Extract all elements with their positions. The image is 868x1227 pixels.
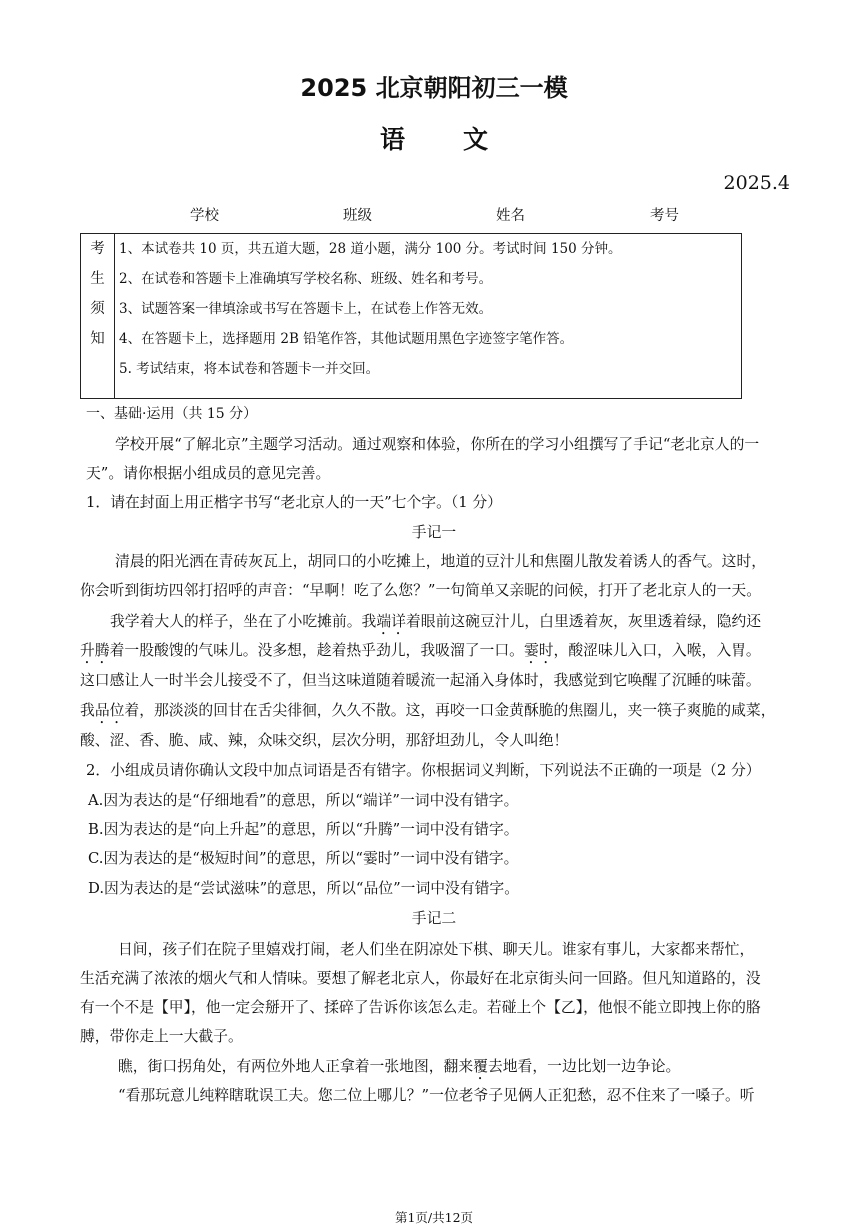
page-title: 2025 北京朝阳初三一模	[300, 74, 568, 102]
paragraph-line	[118, 1055, 680, 1083]
paragraph-line: 酸、涩、香、脆、咸、辣，众味交织，层次分明，那舒坦劲儿，令人叫绝！	[80, 732, 569, 749]
dotted-word-duanxiang: 端详	[376, 613, 406, 630]
option-b: B.因为表达的是“向上升起”的意思，所以“升腾”一词中没有错字。	[88, 821, 519, 838]
text-segment: 着，那淡淡的回甘在舌尖徘徊，久久不散。这，再咬一口金黄酥脆的焦圈儿，夹一筷子爽脆的咸菜，	[124, 702, 776, 719]
dotted-word-shashi: 霎时	[523, 642, 554, 659]
notice-label-char: 生	[90, 271, 105, 287]
paragraph-line	[80, 699, 776, 727]
paragraph-line	[110, 610, 761, 638]
notice-item: 3、试题答案一律填涂或书写在答题卡上，在试卷上作答无效。	[119, 301, 493, 317]
subject-title: 语文	[379, 125, 546, 154]
paragraph-line: 学校开展“了解北京”主题学习活动。通过观察和体验，你所在的学习小组撰写了手记“老北京人的一	[115, 436, 760, 453]
paragraph-line: 天”。请你根据小组成员的意见完善。	[86, 465, 331, 482]
text-segment: 我学着大人的样子，坐在了小吃摊前。我	[110, 613, 377, 630]
text-segment: 着眼前这碗豆汁儿，白里透着灰，灰里透着绿，隐约还	[405, 613, 762, 630]
paragraph-line: 清晨的阳光洒在青砖灰瓦上，胡同口的小吃摊上，地道的豆汁儿和焦圈儿散发着诱人的香气。这时，	[115, 553, 767, 570]
notice-label-char: 须	[90, 301, 105, 317]
paragraph-line: 日间，孩子们在院子里嬉戏打闹，老人们坐在阴凉处下棋、聊天儿。谁家有事儿，大家都来帮忙，	[118, 941, 755, 958]
option-a: A.因为表达的是“仔细地看”的意思，所以“端详”一词中没有错字。	[88, 792, 519, 809]
notice-item: 4、在答题卡上，选择题用 2B 铅笔作答，其他试题用黑色字迹签字笔作答。	[119, 331, 574, 347]
paragraph-line: 这口感让人一时半会儿接受不了，但当这味道随着暖流一起涌入身体时，我感觉到它唤醒了沉睡的味蕾。	[80, 672, 761, 689]
option-c: C.因为表达的是“极短时间”的意思，所以“霎时”一词中没有错字。	[88, 850, 519, 867]
paragraph-line: “看那玩意儿纯粹瞎耽误工夫。您二位上哪儿？”一位老爷子见俩人正犯愁，忍不住来了一嗓子。听	[118, 1087, 755, 1104]
dotted-word-fu: 覆	[473, 1058, 488, 1075]
note-1-title: 手记一	[411, 524, 457, 541]
field-school-label: 学校	[190, 208, 219, 224]
paragraph-line: 你会听到街坊四邻打招呼的声音：“早啊！吃了么您？”一句简单又亲昵的问候，打开了老北京人的一天。	[80, 582, 761, 599]
field-class-label: 班级	[343, 208, 372, 224]
question-2: 2．小组成员请你确认文段中加点词语是否有错字。你根据词义判断，下列说法不正确的一项是（2 分）	[86, 762, 761, 779]
text-segment: 我	[80, 702, 95, 719]
notice-item: 2、在试卷和答题卡上准确填写学校名称、班级、姓名和考号。	[119, 271, 493, 287]
text-segment: ，酸涩味儿入口，入喉，入胃。	[553, 642, 761, 659]
text-segment: 瞧，街口拐角处，有两位外地人正拿着一张地图，翻来	[118, 1058, 474, 1075]
notice-item: 1、本试卷共 10 页，共五道大题，28 道小题，满分 100 分。考试时间 150 分钟。	[119, 241, 622, 257]
text-segment: 去地看，一边比划一边争论。	[487, 1058, 681, 1075]
note-2-title: 手记二	[411, 910, 457, 927]
page-footer: 第1页/共12页	[394, 1210, 474, 1225]
paragraph-line	[80, 639, 761, 667]
paragraph-line: 有一个不是【甲】，他一定会掰开了、揉碎了告诉你该怎么走。若碰上个【乙】，他恨不能立即拽上你的胳	[80, 999, 761, 1016]
exam-date: 2025.4	[723, 172, 790, 194]
section-heading: 一、基础·运用（共 15 分）	[86, 406, 258, 422]
notice-label-char: 考	[90, 241, 105, 257]
text-segment: 着一股酸馊的气味儿。没多想，趁着热乎劲儿，我吸溜了一口。	[109, 642, 524, 659]
notice-label-column	[81, 234, 115, 398]
field-name-label: 姓名	[496, 208, 525, 224]
notice-item: 5. 考试结束，将本试卷和答题卡一并交回。	[119, 361, 380, 377]
field-exam-number-label: 考号	[650, 208, 679, 224]
exam-notice-box	[80, 233, 742, 399]
dotted-word-pinwei: 品位	[94, 702, 125, 719]
paragraph-line: 生活充满了浓浓的烟火气和人情味。要想了解老北京人，你最好在北京街头问一回路。但凡知道路的，没	[80, 970, 761, 987]
option-d: D.因为表达的是“尝试滋味”的意思，所以“品位”一词中没有错字。	[88, 880, 520, 897]
question-1: 1．请在封面上用正楷字书写“老北京人的一天”七个字。（1 分）	[86, 494, 502, 511]
notice-label-char: 知	[90, 331, 105, 347]
dotted-word-shengteng: 升腾	[80, 642, 110, 659]
paragraph-line: 膊，带你走上一大截子。	[80, 1028, 243, 1045]
